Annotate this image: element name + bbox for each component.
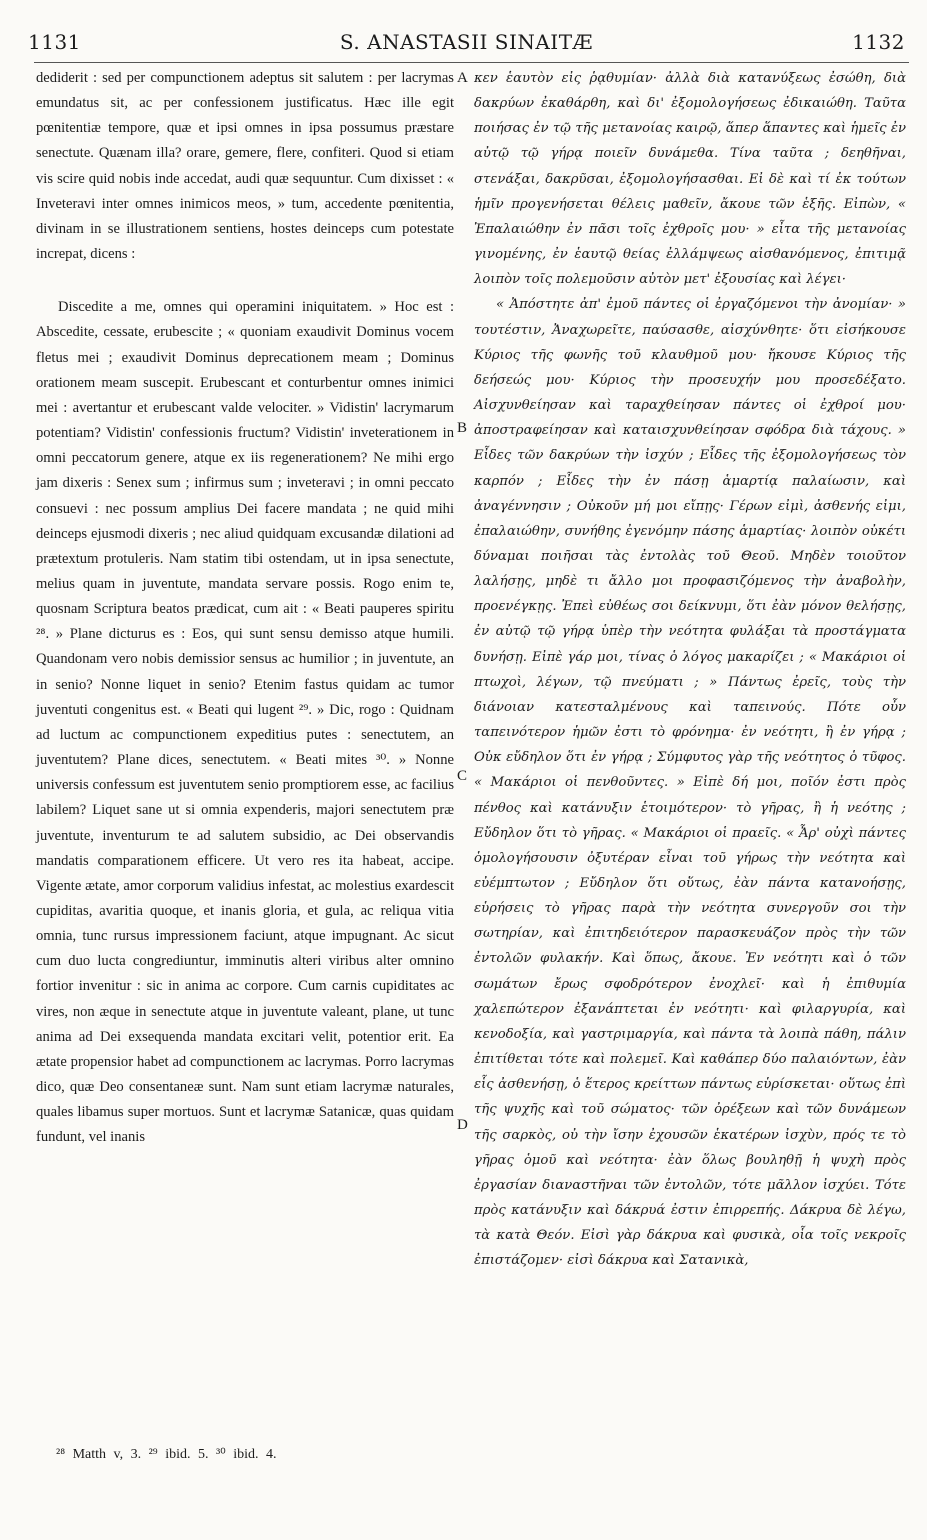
margin-letter-b: B (457, 420, 468, 436)
latin-paragraph-2: Discedite a me, omnes qui operamini iniquitatem. » Hoc est : Abscedite, cessate, erubescite ; « quoniam exaudivit Dominus vocem fletus mei ; exaudivit Dominus deprecationem meam ; Dominus orationem meam suscepit. Erubescant et conturbentur omnes inimici mei : avertantur et erubescant valde velociter. » Vidistin' lacrymarum potentiam? Vidistin' confessionis fructum? Vidistin' inveterationem in omni peccatorum genere, atque ex iis regenerationem? Ne mihi ergo jam dixeris : Senex sum ; infirmus sum ; inveteravi ; in omni peccato consuevi : nec possum amplius Dei facere mandata ; ne quid mihi deinceps ejusmodi dixeris ; nec aliud quidquam excusandæ dilationi ad prætextum protuleris. Nam statim tibi ostendam, ut in ipsa senectute, melius quam in juventute, mandata servare possis. Rogo enim te, quosnam Scriptura beatos prædicat, cum ait : « Beati pauperes spiritu ²⁸. » Plane dicturus es : Eos, qui sunt sensu demisso atque humili. Quandonam vero nobis demissior sensus ac humilior ; in juventute, an in senio? Nonne liquet in senio? Etenim fastus quidam ac tumor juventuti congenitus est. « Beati qui lugent ²⁹. » Dic, rogo : Quidnam ad luctum ac compunctionem expeditius putes : senectutem, an juventutem? Plane dices, senectutem. « Beati mites ³⁰. » Nonne universis confessum est juventutem senio promptiorem esse, ac facilius labilem? Liquet sane ut si omnia expenderis, majori senectutem præ juventute, inventurum te ad salutem subsidio, ac Dei observandis mandatis comparationem efficere. Ut vero res ita habeat, accipe. Vigente ætate, amor corporum validius infestat, ac molestius exardescit cupiditas, avaritia quoque, et inanis gloria, et gula, ac reliqua vitia omnia, tunc rursus impressionem faciunt, atque impugnant. Ac sicut cum duo lucta congrediuntur, imminutis alteri viribus alter omnino fortior invenitur : sic in anima ac corpore. Cum carnis cupiditates ac vires, non æque in senectute atque in juventute valeant, plane, ut tunc anima ad Dei exsequenda mandata excitari velit, potentior erit. Ea ætate propensior habet ad compunctionem ac lacrymas. Porro lacrymas dico, quæ Deo consentaneæ sunt. Nam sunt etiam lacrymæ naturales, quales libamus super mortuos. Sunt et lacrymæ Satanicæ, quas quidam fundunt, vel inanis (36, 299, 454, 1146)
page-header (28, 30, 905, 64)
footnotes: ²⁸ Matth v, 3. ²⁹ ibid. 5. ³⁰ ibid. 4. (56, 1447, 277, 1462)
margin-letter-a: A (457, 70, 468, 86)
margin-letter-d: D (457, 1117, 468, 1133)
running-title: S. ANASTASII SINAITÆ (339, 30, 594, 54)
left-column-number: 1131 (28, 30, 81, 54)
greek-paragraph-1: κεν ἑαυτὸν εἰς ῥᾳθυμίαν· ἀλλὰ διὰ κατανύξεως ἐσώθη, διὰ δακρύων ἐκαθάρθη, καὶ δι' ἐξομολογήσεως ἐδικαιώθη. Ταῦτα ποιήσας ἐν τῷ τῆς μετανοίας καιρῷ, ἅπερ ἅπαντες καὶ ἡμεῖς ἐν αὐτῷ τῷ γήρᾳ ποιεῖν δυνάμεθα. Τίνα ταῦτα ; δεηθῆναι, στενάξαι, δακρῦσαι, ἐξομολογήσασθαι. Εἰ δὲ καὶ τί ἐκ τούτων ἡμῖν προγενήσεται θέλεις μαθεῖν, ἄκουε τῶν ἑξῆς. Εἰπὼν, « Ἐπαλαιώθην ἐν πᾶσι τοῖς ἐχθροῖς μου· » εἶτα τῆς μετανοίας γινομένης, ἐν ἑαυτῷ θείας ἐλλάμψεως αἰσθανόμενος, ἐπιτιμᾷ λοιπὸν τοῖς πολεμοῦσιν αὐτὸν μετ' ἐξουσίας καὶ λέγει· (474, 71, 906, 288)
margin-letter-c: C (457, 768, 468, 784)
header-rule (34, 62, 909, 63)
greek-paragraph-2: « Ἀπόστητε ἀπ' ἐμοῦ πάντες οἱ ἐργαζόμενοι τὴν ἀνομίαν· » τουτέστιν, Ἀναχωρεῖτε, παύσασθε, αἰσχύνθητε· ὅτι εἰσήκουσε Κύριος τῆς φωνῆς τοῦ κλαυθμοῦ μου· ἤκουσε Κύριος τῆς δεήσεώς μου· Κύριος τὴν προσευχήν μου προσεδέξατο. Αἰσχυνθείησαν καὶ ταραχθείησαν πάντες οἱ ἐχθροί μου· ἀποστραφείησαν καὶ καταισχυνθείησαν σφόδρα διὰ τάχους. » Εἶδες τῶν δακρύων τὴν ἰσχύν ; Εἶδες τῆς ἐξομολογήσεως τὸν καρπόν ; Εἶδες τὴν ἐν πάσῃ ἁμαρτίᾳ παλαίωσιν, καὶ ἀναγέννησιν ; Οὐκοῦν μή μοι εἴπῃς· Γέρων εἰμὶ, ἀσθενής εἰμι, ἐπαλαιώθην, συνήθης ἐγενόμην πάσης ἁμαρτίας· λοιπὸν οὐκέτι δύναμαι ποιῆσαι τὰς ἐντολὰς τοῦ Θεοῦ. Μηδὲν τοιοῦτον λαλήσῃς, μηδὲ τι ἄλλο μοι προφασιζόμενος τὴν ἀναβολὴν, προενέγκῃς. Ἐπεὶ εὐθέως σοι δείκνυμι, ὅτι ἐὰν μόνον θελήσῃς, ἐν αὐτῷ τῷ γήρᾳ ὑπὲρ τὴν νεότητα φυλάξαι τὰ προστάγματα δυνήσῃ. Εἰπὲ γάρ μοι, τίνας ὁ λόγος μακαρίζει ; « Μακάριοι οἱ πτωχοὶ, λέγων, τῷ πνεύματι ; » Πάντως ἐρεῖς, τοὺς τὴν διάνοιαν κατεσταλμένους καὶ ταπεινούς. Πότε οὖν ταπεινότερον ἡμῶν ἐστι τὸ φρόνημα· ἐν νεότητι, ἢ ἐν γήρᾳ ; Οὐκ εὔδηλον ὅτι ἐν γήρᾳ ; Σύμφυτος γὰρ τῆς νεότητος ὁ τῦφος. « Μακάριοι οἱ πενθοῦντες. » Εἰπὲ δή μοι, ποῖόν ἐστι πρὸς πένθος καὶ κατάνυξιν ἑτοιμότερον· τὸ γῆρας, ἢ ἡ νεότης ; Εὔδηλον ὅτι τὸ γῆρας. « Μακάριοι οἱ πραεῖς. « Ἆρ' οὐχὶ πάντες ὁμολογήσουσιν ὀξυτέραν εἶναι τοῦ γήρως τὴν νεότητα καὶ εὐέμπτωτον ; Εὔδηλον ὅτι οὕτως, ἐὰν πάντα κατανοήσῃς, εὑρήσεις τὸ γῆρας παρὰ τὴν νεότητα συνεργοῦν σοι τὴν σωτηρίαν, καὶ ἐπιτηδειότερον παρασκευάζον πρὸς τὴν τῶν ἐντολῶν φυλακήν. Καὶ ὅπως, ἄκουε. Ἐν νεότητι καὶ ὁ τῶν σωμάτων ἔρως σφοδρότερον ἐνοχλεῖ· καὶ ἡ ἐπιθυμία χαλεπώτερον ἐξανάπτεται ἐν νεότητι· καὶ φιλαργυρία, καὶ κενοδοξία, καὶ γαστριμαργία, καὶ πάντα τὰ λοιπὰ πάθη, πάλιν ἐπιτίθεται τότε καὶ πολεμεῖ. Καὶ καθάπερ δύο παλαιόντων, ἐὰν εἷς ἀσθενήσῃ, ὁ ἕτερος κρείττων πάντως εὑρίσκεται· οὕτως ἐπὶ τῆς ψυχῆς καὶ τοῦ σώματος· τῶν ὀρέξεων καὶ τῶν δυνάμεων τῆς σαρκὸς, οὐ τὴν ἴσην ἐχουσῶν ἑκατέρων ἰσχὺν, πρός τε τὸ γῆρας ὁμοῦ καὶ νεότητα· ἐὰν ὅλως βουληθῇ ἡ ψυχὴ πρὸς ἐργασίαν διαναστῆναι τῶν ἐντολῶν, τότε μᾶλλον ἰσχύει. Τότε πρὸς κατάνυξιν καὶ δάκρυά ἐστιν ἐπιρρεπής. Δάκρυα δὲ λέγω, τὰ κατὰ Θεόν. Εἰσὶ γὰρ δάκρυα καὶ φυσικὰ, οἷα τοῖς νεκροῖς ἐπιστάζομεν· εἰσὶ δάκρυα καὶ Σατανικὰ, (474, 297, 906, 1269)
latin-column (36, 66, 454, 1151)
paragraph-gap (36, 267, 454, 295)
greek-column (474, 66, 906, 1274)
latin-paragraph-1: dediderit : sed per compunctionem adeptus sit salutem : per lacrymas emundatus sit, ac per confessionem justificatus. Hæc ille egit pœnitentiæ tempore, quæ et ipsi omnes in ipsa possumus præstare senectute. Quænam illa? orare, gemere, flere, confiteri. Quod si etiam vis scire quid nobis inde accedat, audi quæ sequuntur. Cum dixisset : « Inveteravi inter omnes inimicos meos, » tum, accedente pœnitentia, divinam in se illustrationem sentiens, hostes deinceps cum potestate increpat, dicens : (36, 70, 454, 263)
right-column-number: 1132 (852, 30, 905, 54)
